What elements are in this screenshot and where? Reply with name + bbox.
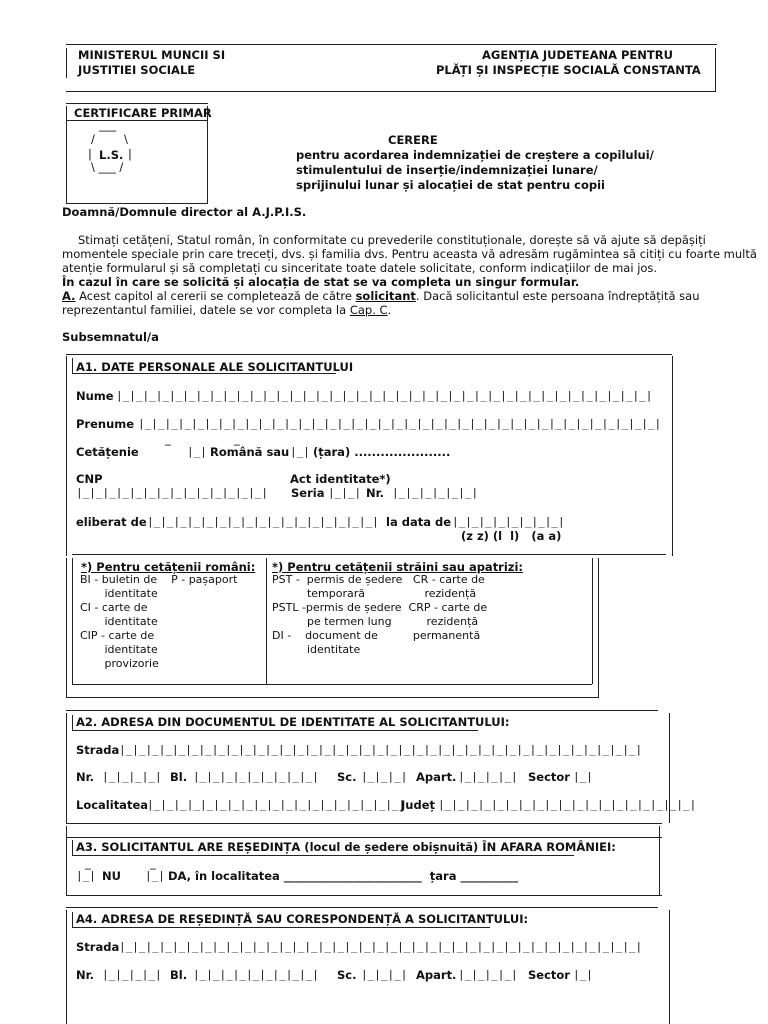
cerere-line2: stimulentului de inserție/indemnizației lunare/: [296, 163, 598, 177]
a1-footnote-ro-line: BI - buletin de P - pașaport: [80, 573, 238, 586]
cerere-line3: sprijinului lunar și alocației de stat pentru copii: [296, 178, 605, 192]
salutation: Doamnă/Domnule director al A.J.P.I.S.: [62, 205, 307, 219]
a4-bl-boxes[interactable]: |_|_|_|_|_|_|_|_|_|: [193, 968, 319, 981]
a2-sc-label: Sc.: [337, 770, 357, 784]
header-agency-line1: AGENȚIA JUDETEANA PENTRU: [482, 48, 673, 62]
stamp-bottom: \ ___ /: [91, 160, 124, 174]
header-ministry-line1: MINISTERUL MUNCII SI: [78, 48, 226, 62]
a1-footnote-str-line: identitate: [272, 643, 361, 656]
a2-strada-boxes[interactable]: |_|_|_|_|_|_|_|_|_|_|_|_|_|_|_|_|_|_|_|_|_|_|_|_|_|_|_|_|_|_|_|_|_|_|_|_|_|_|_|: [119, 743, 643, 756]
a1-tara-label: (țara) ......................: [313, 445, 451, 459]
a2-apart-boxes[interactable]: |_|_|_|_|: [458, 770, 518, 783]
a1-other-country-checkbox[interactable]: |_|: [290, 445, 310, 458]
a1-footnote-str-line: PST - permis de ședere CR - carte de: [272, 573, 485, 586]
a4-sc-boxes[interactable]: |_|_|_|: [361, 968, 408, 981]
a3-nu-checkbox[interactable]: |_|: [76, 869, 96, 882]
a4-nr-boxes[interactable]: |_|_|_|_|: [102, 968, 162, 981]
a1-cnp-boxes[interactable]: |_|_|_|_|_|_|_|_|_|_|_|_|_|_|: [76, 486, 269, 499]
intro-single-form-note: În cazul în care se solicită și alocația de stat se va completa un singur formular.: [62, 275, 580, 289]
a4-strada-boxes[interactable]: |_|_|_|_|_|_|_|_|_|_|_|_|_|_|_|_|_|_|_|_|_|_|_|_|_|_|_|_|_|_|_|_|_|_|_|_|_|_|_|: [119, 940, 643, 953]
a1-footnote-str-line: PSTL -permis de ședere CRP - carte de: [272, 601, 488, 614]
a3-da-checkbox[interactable]: |_|: [145, 869, 165, 882]
a1-footnote-str-line: temporară rezidență: [272, 587, 477, 600]
a1-romana-checkbox[interactable]: |_|: [187, 445, 207, 458]
a1-data-hint: (z z) (l l) (a a): [461, 529, 562, 543]
chapter-a-marker: A.: [62, 289, 76, 303]
a4-nr-label: Nr.: [76, 968, 95, 982]
a1-prenume-boxes[interactable]: |_|_|_|_|_|_|_|_|_|_|_|_|_|_|_|_|_|_|_|_|_|_|_|_|_|_|_|_|_|_|_|_|_|_|_|_|_|_|_|: [138, 417, 662, 430]
a3-da-label: DA, în localitatea ________________________ țara __________: [168, 869, 518, 883]
a2-judet-boxes[interactable]: |_|_|_|_|_|_|_|_|_|_|_|_|_|_|_|_|_|_|_|: [438, 798, 697, 811]
a4-apart-label: Apart.: [416, 968, 457, 982]
a1-footnote-str-title: *) Pentru cetățenii străini sau apatrizi:: [272, 560, 524, 574]
cert-title: CERTIFICARE PRIMAR: [74, 106, 212, 120]
a4-sc-label: Sc.: [337, 968, 357, 982]
stamp-label: L.S.: [99, 148, 124, 162]
a1-act-label: Act identitate*): [290, 472, 391, 486]
a4-sector-label: Sector: [528, 968, 570, 982]
a1-nr-boxes[interactable]: |_|_|_|_|_|_|: [392, 486, 479, 499]
subsemnatul-label: Subsemnatul/a: [62, 330, 159, 344]
a3-nu-label: NU: [102, 869, 121, 883]
stamp-left: /: [91, 132, 95, 146]
a1-footnote-ro-line: CI - carte de: [80, 601, 148, 614]
a1-data-label: la data de: [386, 515, 451, 529]
a2-bl-boxes[interactable]: |_|_|_|_|_|_|_|_|_|: [193, 770, 319, 783]
a4-title: A4. ADRESA DE REȘEDINȚĂ SAU CORESPONDENȚĂ A SOLICITANTULUI:: [76, 912, 529, 926]
cap-c-link: Cap. C: [349, 303, 388, 317]
a1-title: A1. DATE PERSONALE ALE SOLICITANTULUI: [76, 360, 354, 374]
a1-footnote-ro-line: identitate: [80, 643, 158, 656]
a1-romana-label: Română sau: [210, 445, 290, 459]
cerere-title: CERERE: [388, 133, 438, 147]
a1-footnote-ro-line: identitate: [80, 615, 158, 628]
a1-eliberat-label: eliberat de: [76, 515, 147, 529]
a1-seria-label: Seria: [291, 486, 325, 500]
a1-nume-label: Nume: [76, 389, 114, 403]
header-agency-line2: PLĂȚI ȘI INSPECȚIE SOCIALĂ CONSTANTA: [436, 63, 701, 77]
a2-localitatea-label: Localitatea: [76, 798, 149, 812]
a1-footnote-ro-line: identitate: [80, 587, 158, 600]
a1-footnote-ro-title: *) Pentru cetățenii români:: [81, 560, 256, 574]
a2-nr-label: Nr.: [76, 770, 95, 784]
a1-data-boxes[interactable]: |_|_|_|_|_|_|_|_|: [452, 515, 565, 528]
stamp-right: \: [124, 132, 128, 146]
a1-prenume-label: Prenume: [76, 417, 135, 431]
a1-cetatenie-label: Cetățenie: [76, 445, 139, 459]
header-ministry-line2: JUSTITIEI SOCIALE: [78, 63, 196, 77]
a4-sector-boxes[interactable]: |_|: [573, 968, 593, 981]
a2-bl-label: Bl.: [170, 770, 188, 784]
cerere-line1: pentru acordarea indemnizației de creștere a copilului/: [296, 148, 654, 162]
a2-localitatea-boxes[interactable]: |_|_|_|_|_|_|_|_|_|_|_|_|_|_|_|_|_|_|_|: [147, 798, 406, 811]
a4-bl-label: Bl.: [170, 968, 188, 982]
a1-footnote-str-line: DI - document de permanentă: [272, 629, 481, 642]
a1-eliberat-boxes[interactable]: |_|_|_|_|_|_|_|_|_|_|_|_|_|_|_|_|_|: [147, 515, 379, 528]
a1-nr-label: Nr.: [366, 486, 385, 500]
a2-title: A2. ADRESA DIN DOCUMENTUL DE IDENTITATE AL SOLICITANTULUI:: [76, 715, 510, 729]
a2-sc-boxes[interactable]: |_|_|_|: [361, 770, 408, 783]
solicitant-word: solicitant: [355, 289, 416, 303]
a2-sector-boxes[interactable]: |_|: [573, 770, 593, 783]
intro-chapter-a: A. Acest capitol al cererii se completează de către solicitant. Dacă solicitantul este persoana îndreptățită sau reprezentantul familiei, datele se vor completa la Cap. C.: [62, 289, 700, 317]
a2-apart-label: Apart.: [416, 770, 457, 784]
stamp-top: ___: [99, 118, 117, 132]
a1-nume-boxes[interactable]: |_|_|_|_|_|_|_|_|_|_|_|_|_|_|_|_|_|_|_|_|_|_|_|_|_|_|_|_|_|_|_|_|_|_|_|_|_|_|_|_|: [116, 389, 653, 402]
a1-seria-boxes[interactable]: |_|_|: [328, 486, 362, 499]
a2-sector-label: Sector: [528, 770, 570, 784]
a2-nr-boxes[interactable]: |_|_|_|_|: [102, 770, 162, 783]
a4-strada-label: Strada: [76, 940, 120, 954]
a1-footnote-str-line: pe termen lung rezidență: [272, 615, 479, 628]
a3-title: A3. SOLICITANTUL ARE REȘEDINȚA (locul de ședere obișnuită) ÎN AFARA ROMÂNIEI:: [76, 840, 616, 854]
a1-footnote-ro-line: provizorie: [80, 657, 159, 670]
a1-footnote-ro-line: CIP - carte de: [80, 629, 155, 642]
a2-strada-label: Strada: [76, 743, 120, 757]
a1-cnp-label: CNP: [76, 472, 103, 486]
intro-paragraph: Stimați cetățeni, Statul român, în conformitate cu prevederile constituționale, dorește să vă ajute să depășiți momentele speciale prin care treceți, dvs. și familia dvs. Pentru aceasta vă adresăm rugămintea să citiți cu foarte multă atenție formularul și să completați cu sinceritate toate datele solicitate, conform indicațiilor de mai jos.: [62, 233, 757, 275]
a2-judet-label: Județ: [401, 798, 435, 812]
a4-apart-boxes[interactable]: |_|_|_|_|: [458, 968, 518, 981]
